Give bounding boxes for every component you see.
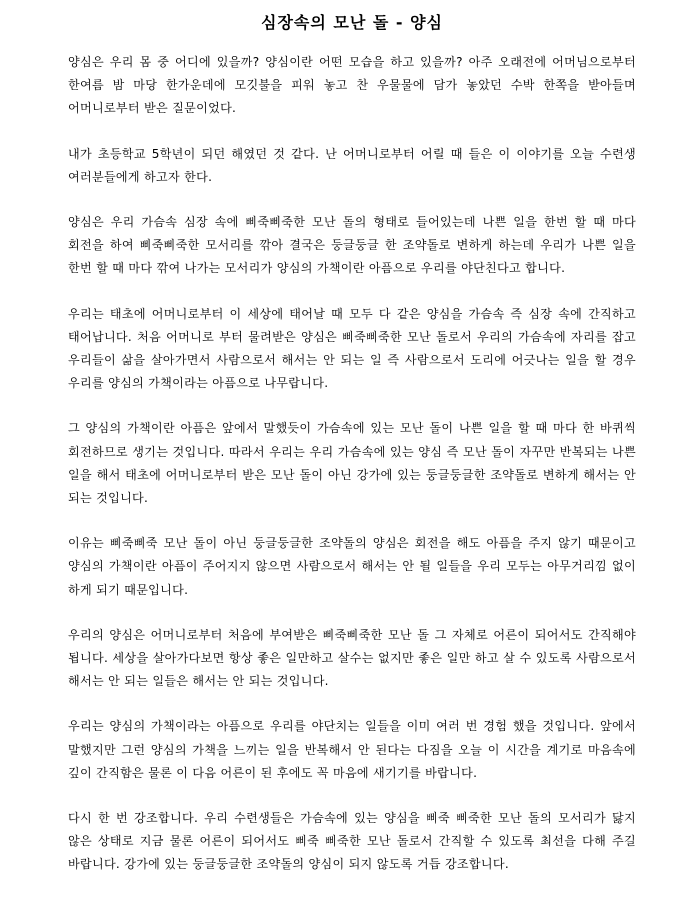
- paragraph-8: 우리는 양심의 가책이라는 아픔으로 우리를 야단치는 일들을 이미 여러 번 경험 했을 것입니다. 앞에서 말했지만 그런 양심의 가책을 느끼는 일을 반복해서 안 된다는 다짐을 오늘 이 시간을 계기로 마음속에 깊이 간직함은 물론 이 다음 어른이 된 후에도 꼭 마음에 새기기를 바랍니다.: [68, 719, 636, 780]
- paragraph-5: 그 양심의 가책이란 아픔은 앞에서 말했듯이 가슴속에 있는 모난 돌이 나쁜 일을 할 때 마다 한 바퀴씩 회전하므로 생기는 것입니다. 따라서 우리는 우리 가슴속에 있는 양심 즉 모난 돌이 자꾸만 반복되는 나쁜 일을 해서 태초에 어머니로부터 받은 모난 돌이 아닌 강가에 있는 둥글둥글한 조약돌로 변하게 해서는 안 되는 것입니다.: [68, 421, 636, 506]
- paragraph-1: 양심은 우리 몸 중 어디에 있을까? 양심이란 어떤 모습을 하고 있을까? 아주 오래전에 어머님으로부터 한여름 밤 마당 한가운데에 모깃불을 피워 놓고 찬 우물물에 담가 놓았던 수박 한쪽을 받아들며 어머니로부터 받은 질문이었다.: [68, 55, 636, 116]
- document-body: [68, 51, 636, 877]
- paragraph-4: 우리는 태초에 어머니로부터 이 세상에 태어날 때 모두 다 같은 양심을 가슴속 즉 심장 속에 간직하고 태어납니다. 처음 어머니로 부터 물려받은 양심은 삐죽삐죽한 모난 돌로서 우리의 가슴속에 자리를 잡고 우리들이 삶을 살아가면서 사람으로서 해서는 안 되는 일 즉 사람으로서 도리에 어긋나는 일을 할 경우 우리를 양심의 가책이라는 아픔으로 나무랍니다.: [68, 306, 636, 391]
- paragraph-6: 이유는 삐죽삐죽 모난 돌이 아닌 둥글둥글한 조약돌의 양심은 회전을 해도 아픔을 주지 않기 때문이고 양심의 가책이란 아픔이 주어지지 않으면 사람으로서 해서는 안 될 일들을 우리 모두는 아무거리낌 없이 하게 되기 때문입니다.: [68, 536, 636, 597]
- paragraph-2: 내가 초등학교 5학년이 되던 해였던 것 같다. 난 어머니로부터 어릴 때 들은 이 이야기를 오늘 수련생 여러분들에게 하고자 한다.: [68, 146, 636, 184]
- paragraph-7: 우리의 양심은 어머니로부터 처음에 부여받은 삐죽삐죽한 모난 돌 그 자체로 어른이 되어서도 간직해야 됩니다. 세상을 살아가다보면 항상 좋은 일만하고 살수는 없지만 좋은 일만 하고 살 수 있도록 사람으로서 해서는 안 되는 일들은 해서는 안 되는 것입니다.: [68, 627, 636, 689]
- document-title: 심장속의 모난 돌 - 양심: [260, 13, 444, 32]
- paragraph-9: 다시 한 번 강조합니다. 우리 수련생들은 가슴속에 있는 양심을 삐죽 삐죽한 모난 돌의 모서리가 닳지 않은 상태로 지금 물론 어른이 되어서도 삐죽 삐죽한 모난 돌로서 간직할 수 있도록 최선을 다해 주길 바랍니다. 강가에 있는 둥글둥글한 조약돌의 양심이 되지 않도록 거듭 강조합니다.: [68, 811, 636, 872]
- paragraph-3: 양심은 우리 가슴속 심장 속에 삐죽삐죽한 모난 돌의 형태로 들어있는데 나쁜 일을 한번 할 때 마다 회전을 하여 삐죽삐죽한 모서리를 깎아 결국은 둥글둥글 한 조약돌로 변하게 하는데 우리가 나쁜 일을 한번 할 때 마다 깎여 나가는 모서리가 양심의 가책이란 아픔으로 우리를 야단친다고 합니다.: [68, 215, 636, 276]
